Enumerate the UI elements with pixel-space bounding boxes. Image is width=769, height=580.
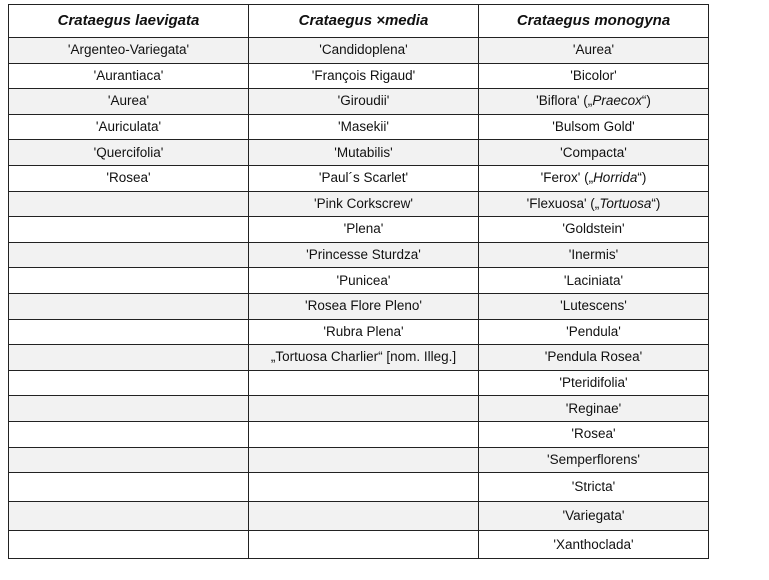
closing-punctuation: “) (637, 170, 647, 186)
laevigata-cell (9, 473, 249, 502)
monogyna-cell: 'Reginae' (479, 396, 709, 422)
laevigata-cell: 'Rosea' (9, 165, 249, 191)
table-row (9, 370, 709, 396)
media-cell (249, 421, 479, 447)
laevigata-cell (9, 217, 249, 243)
table-row (9, 191, 709, 217)
table-row (9, 319, 709, 345)
monogyna-cell: 'Laciniata' (479, 268, 709, 294)
monogyna-cell: 'Compacta' (479, 140, 709, 166)
laevigata-cell (9, 293, 249, 319)
laevigata-cell: 'Argenteo-Variegata' (9, 38, 249, 64)
monogyna-cell: 'Pendula Rosea' (479, 345, 709, 371)
media-cell: 'Plena' (249, 217, 479, 243)
monogyna-cell: 'Goldstein' (479, 217, 709, 243)
media-cell: 'Princesse Sturdza' (249, 242, 479, 268)
media-cell: 'Mutabilis' (249, 140, 479, 166)
table-row (9, 293, 709, 319)
monogyna-cell (479, 89, 709, 115)
monogyna-cell (479, 191, 709, 217)
media-cell: 'Candidoplena' (249, 38, 479, 64)
laevigata-cell: 'Aurantiaca' (9, 63, 249, 89)
monogyna-cell: 'Pendula' (479, 319, 709, 345)
laevigata-cell (9, 345, 249, 371)
table-row (9, 396, 709, 422)
laevigata-cell (9, 191, 249, 217)
media-cell (249, 447, 479, 473)
media-cell (249, 501, 479, 530)
media-cell: 'Punicea' (249, 268, 479, 294)
table-row (9, 217, 709, 243)
media-cell: 'François Rigaud' (249, 63, 479, 89)
table-row (9, 63, 709, 89)
monogyna-cell: 'Bicolor' (479, 63, 709, 89)
laevigata-cell (9, 447, 249, 473)
table-row (9, 345, 709, 371)
table-row (9, 140, 709, 166)
synonym-name: Horrida (593, 170, 638, 186)
laevigata-cell: 'Aurea' (9, 89, 249, 115)
media-cell (249, 396, 479, 422)
media-cell (249, 473, 479, 502)
table-row (9, 501, 709, 530)
table-row (9, 268, 709, 294)
monogyna-cell: 'Lutescens' (479, 293, 709, 319)
laevigata-cell (9, 501, 249, 530)
closing-punctuation: “) (651, 195, 661, 211)
laevigata-cell (9, 268, 249, 294)
column-header-laevigata: Crataegus laevigata (9, 5, 249, 38)
monogyna-cell: 'Rosea' (479, 421, 709, 447)
laevigata-cell (9, 396, 249, 422)
monogyna-cell: 'Variegata' (479, 501, 709, 530)
table-body (9, 38, 709, 559)
media-cell: 'Rosea Flore Pleno' (249, 293, 479, 319)
media-cell (249, 370, 479, 396)
monogyna-cell: 'Pteridifolia' (479, 370, 709, 396)
closing-punctuation: “) (641, 93, 651, 109)
laevigata-cell: 'Quercifolia' (9, 140, 249, 166)
cultivar-name: 'Ferox' („ (540, 170, 594, 186)
header-row (9, 5, 709, 38)
table-row (9, 114, 709, 140)
cultivar-name: 'Biflora' („ (536, 93, 593, 109)
laevigata-cell: 'Auriculata' (9, 114, 249, 140)
table-row (9, 421, 709, 447)
media-cell (249, 530, 479, 559)
media-cell: 'Giroudii' (249, 89, 479, 115)
monogyna-cell: 'Bulsom Gold' (479, 114, 709, 140)
media-cell: 'Masekii' (249, 114, 479, 140)
laevigata-cell (9, 421, 249, 447)
monogyna-cell: 'Xanthoclada' (479, 530, 709, 559)
monogyna-cell: 'Semperflorens' (479, 447, 709, 473)
synonym-name: Tortuosa (599, 195, 652, 211)
laevigata-cell (9, 370, 249, 396)
media-cell: 'Pink Corkscrew' (249, 191, 479, 217)
table-row (9, 447, 709, 473)
table-row (9, 242, 709, 268)
table-row (9, 530, 709, 559)
media-cell: 'Rubra Plena' (249, 319, 479, 345)
table-row (9, 38, 709, 64)
column-header-monogyna: Crataegus monogyna (479, 5, 709, 38)
media-cell: „Tortuosa Charlier“ [nom. Illeg.] (249, 345, 479, 371)
media-cell: 'Paul´s Scarlet' (249, 165, 479, 191)
table-row (9, 165, 709, 191)
monogyna-cell: 'Inermis' (479, 242, 709, 268)
table-row (9, 89, 709, 115)
monogyna-cell (479, 165, 709, 191)
cultivar-table (8, 4, 709, 559)
laevigata-cell (9, 242, 249, 268)
monogyna-cell: 'Stricta' (479, 473, 709, 502)
synonym-name: Praecox (592, 93, 642, 109)
laevigata-cell (9, 530, 249, 559)
monogyna-cell: 'Aurea' (479, 38, 709, 64)
laevigata-cell (9, 319, 249, 345)
table-row (9, 473, 709, 502)
column-header-media: Crataegus ×media (249, 5, 479, 38)
cultivar-name: 'Flexuosa' („ (526, 195, 600, 211)
